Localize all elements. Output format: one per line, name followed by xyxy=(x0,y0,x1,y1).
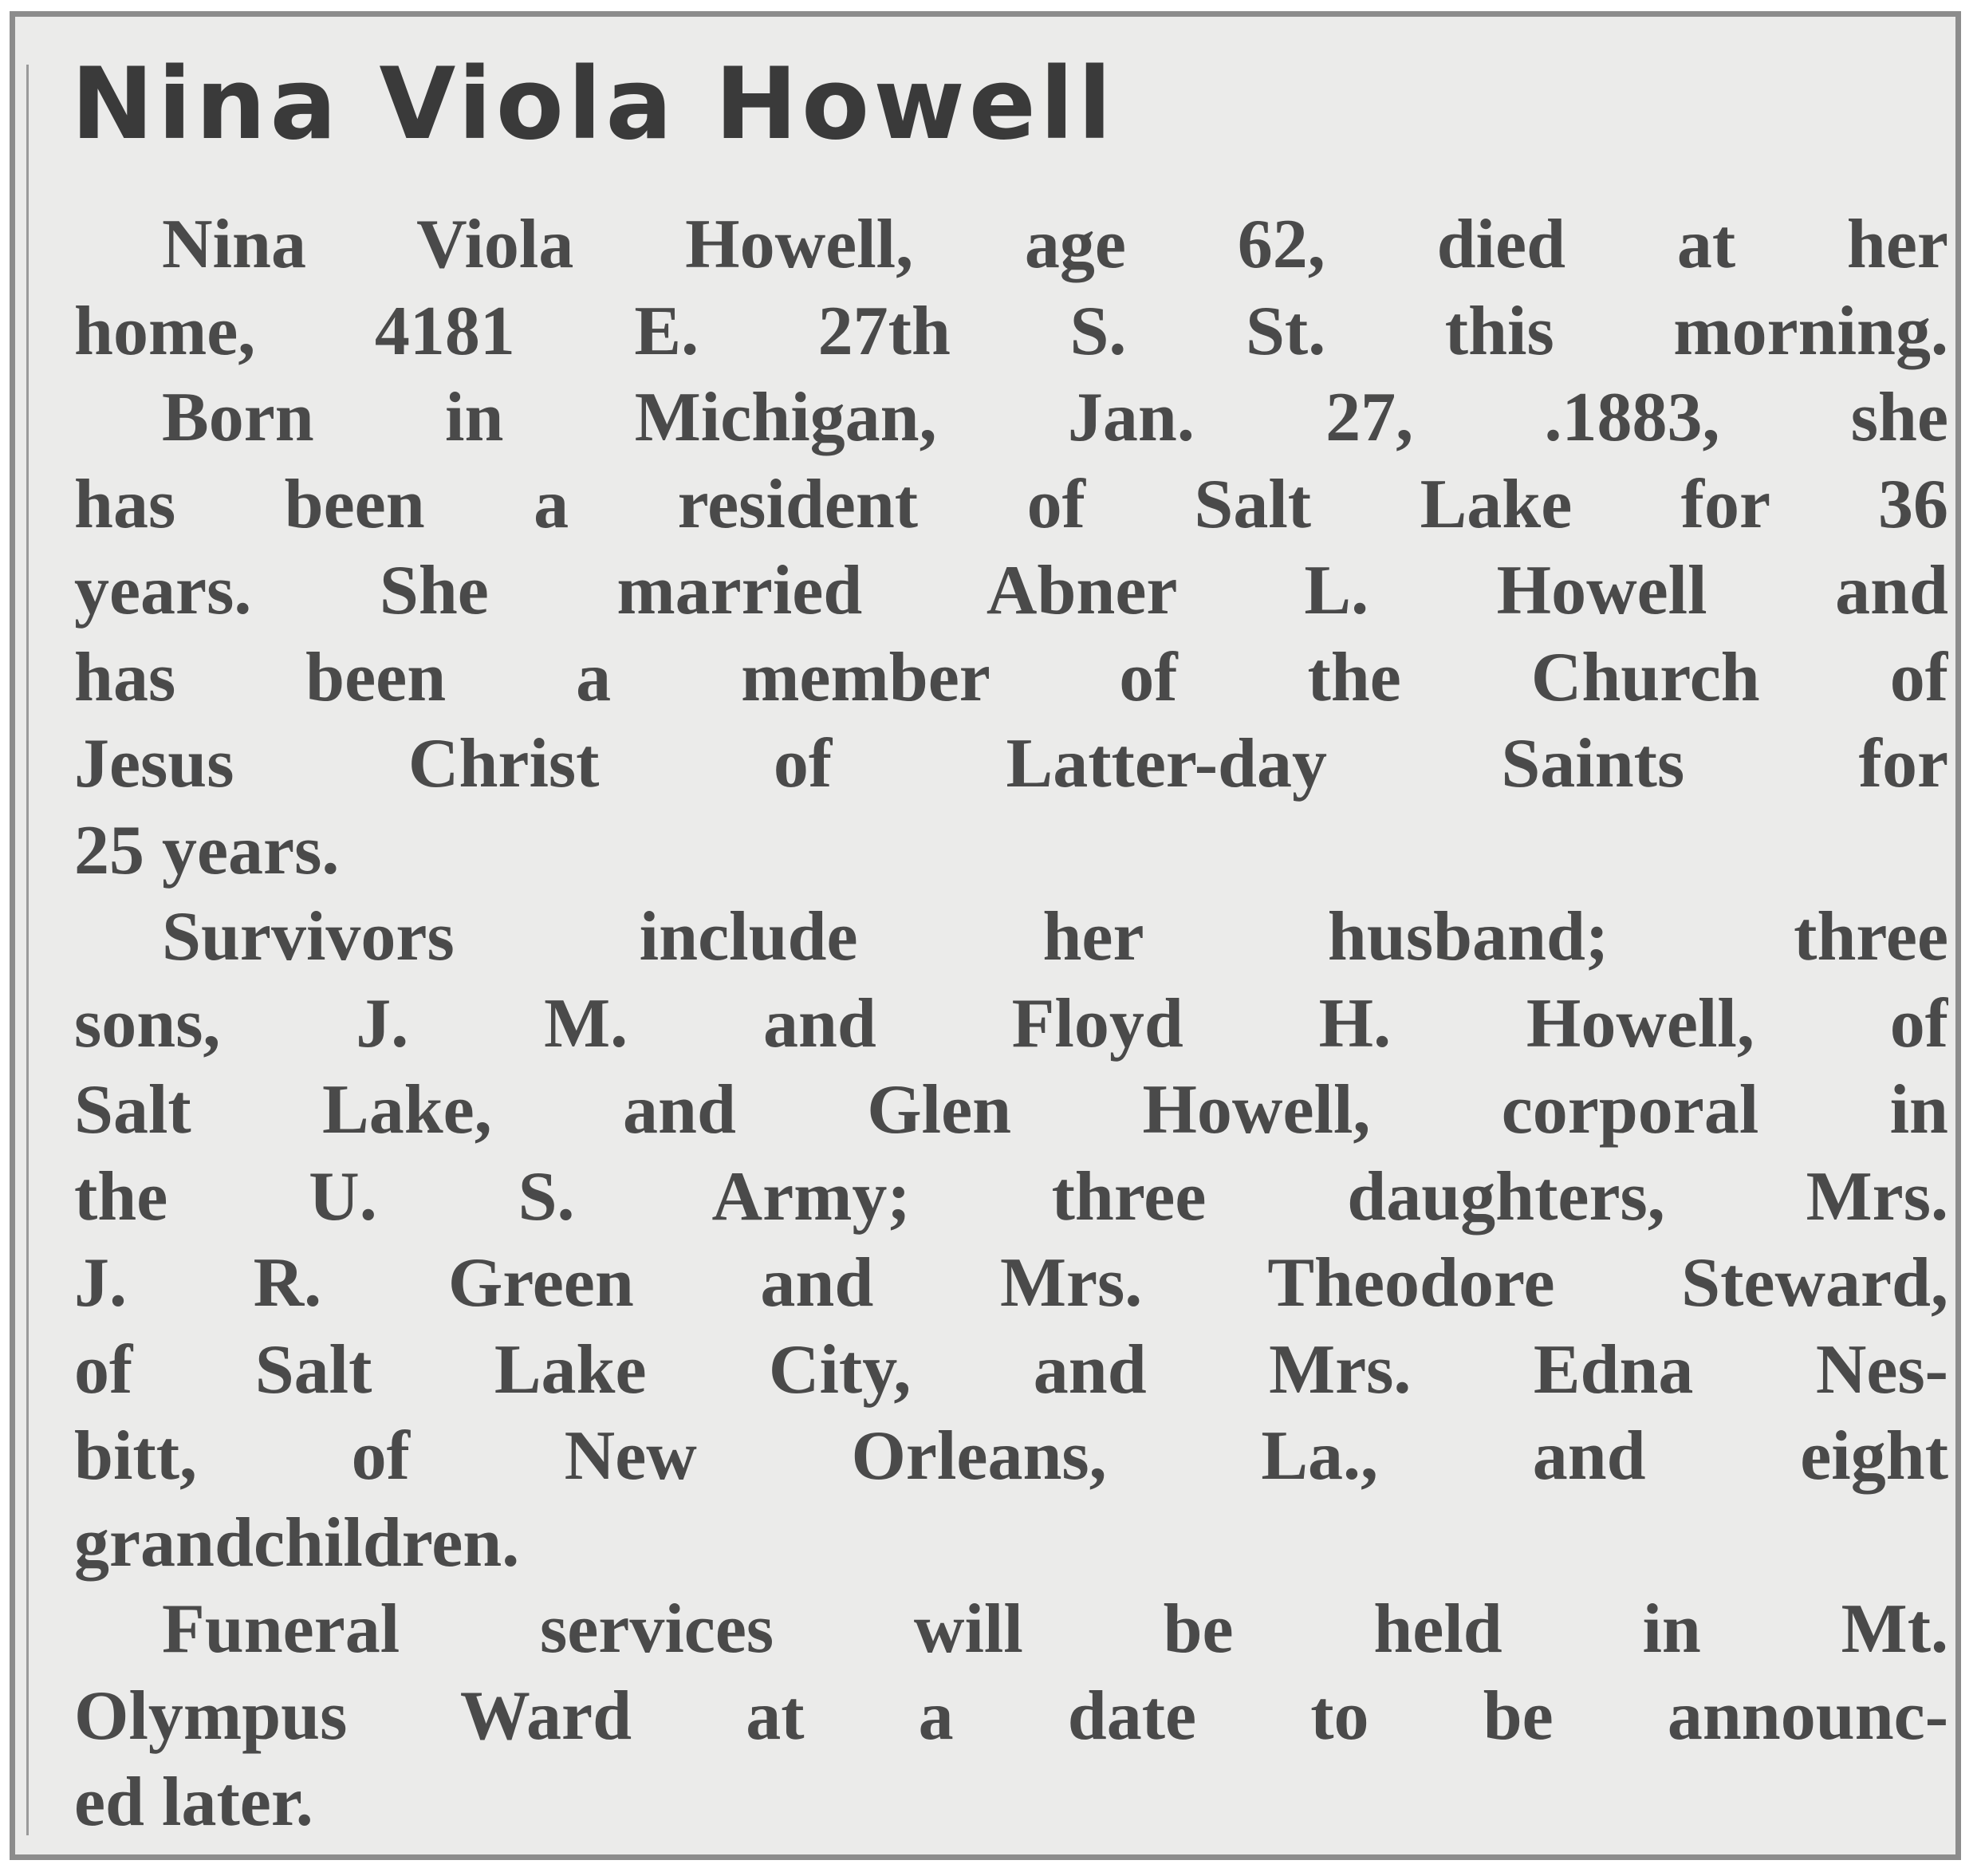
obituary-line: J. R. Green and Mrs. Theodore Steward, xyxy=(74,1244,1948,1322)
obituary-line: Olympus Ward at a date to be announc- xyxy=(74,1677,1948,1755)
obituary-line: Salt Lake, and Glen Howell, corporal in xyxy=(74,1071,1948,1149)
obituary-body xyxy=(74,202,1948,1846)
obituary-headline: Nina Viola Howell xyxy=(71,47,1116,162)
obituary-clipping xyxy=(10,11,1961,1860)
obituary-line: of Salt Lake City, and Mrs. Edna Nes- xyxy=(74,1330,1948,1409)
obituary-line: ed later. xyxy=(74,1764,313,1841)
obituary-line: has been a resident of Salt Lake for 36 xyxy=(74,465,1948,543)
obituary-line: years. She married Abner L. Howell and xyxy=(74,552,1948,629)
obituary-line: grandchildren. xyxy=(74,1504,520,1582)
obituary-line: Survivors include her husband; three xyxy=(162,898,1948,975)
obituary-line: Nina Viola Howell, age 62, died at her xyxy=(162,206,1948,283)
obituary-line: Funeral services will be held in Mt. xyxy=(162,1590,1948,1668)
obituary-line: Born in Michigan, Jan. 27, .1883, she xyxy=(162,379,1948,456)
obituary-line: Jesus Christ of Latter-day Saints for xyxy=(74,725,1948,802)
obituary-line: the U. S. Army; three daughters, Mrs. xyxy=(74,1157,1948,1236)
column-rule xyxy=(26,65,29,1835)
obituary-line: home, 4181 E. 27th S. St. this morning. xyxy=(74,292,1948,370)
obituary-line: 25 years. xyxy=(74,811,340,889)
obituary-line: sons, J. M. and Floyd H. Howell, of xyxy=(74,984,1948,1062)
obituary-line: bitt, of New Orleans, La., and eight xyxy=(74,1417,1948,1495)
obituary-line: has been a member of the Church of xyxy=(74,638,1948,716)
